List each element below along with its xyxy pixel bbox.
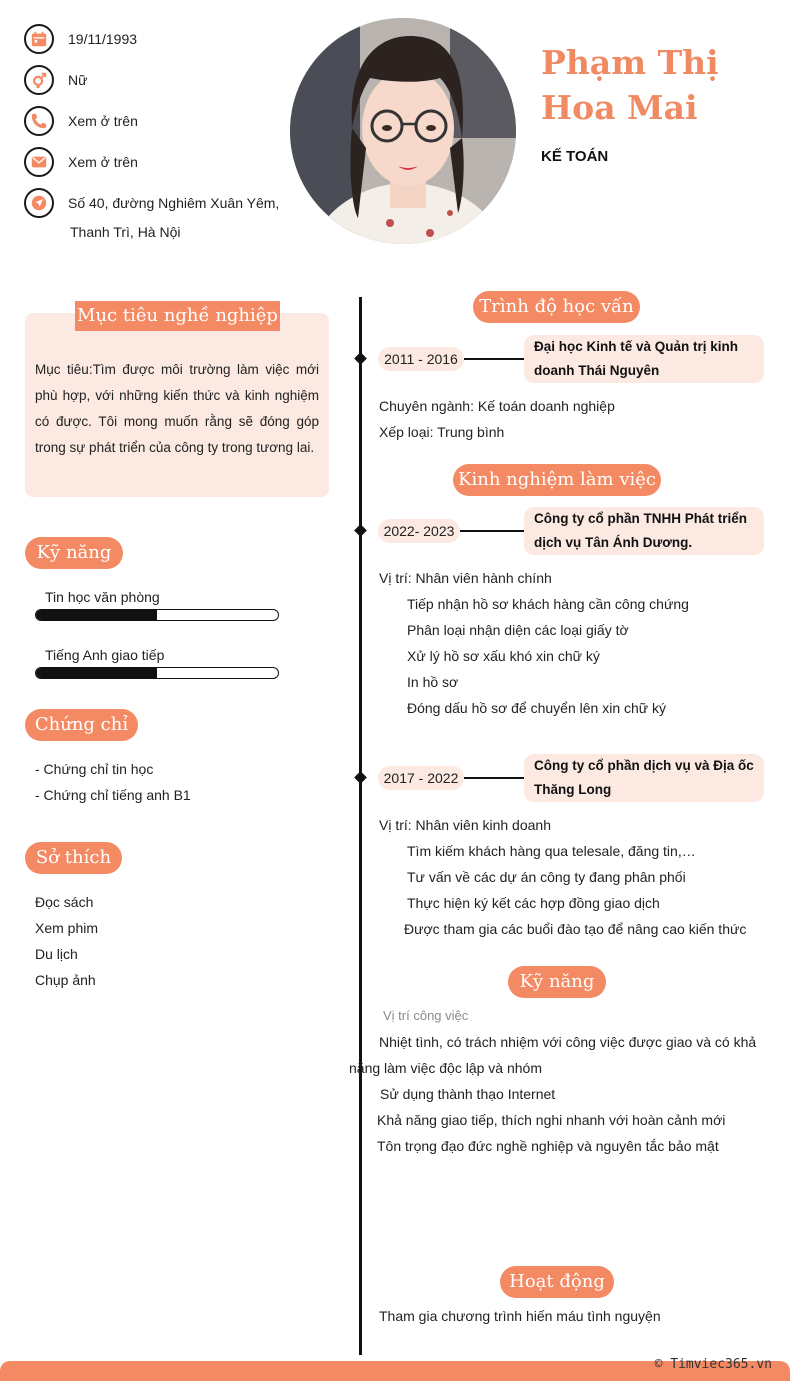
calendar-icon <box>24 24 54 54</box>
contact-address <box>24 186 279 220</box>
activity-item: Tham gia chương trình hiến máu tình nguyện <box>379 1308 661 1324</box>
skill-bar-1-fill <box>36 610 157 620</box>
skills-heading: Kỹ năng <box>25 537 123 569</box>
skill-label-1: Tin học văn phòng <box>45 589 160 605</box>
timeline-dot <box>354 524 367 537</box>
profile-title: KẾ TOÁN <box>541 148 609 165</box>
skills-right-subheading: Vị trí công việc <box>383 1008 469 1023</box>
hobbies-heading: Sở thích <box>25 842 122 874</box>
objective-heading: Mục tiêu nghề nghiệp <box>75 301 280 331</box>
location-icon <box>24 188 54 218</box>
certificate-item: - Chứng chỉ tiếng anh B1 <box>35 787 191 803</box>
hobby-item: Du lịch <box>35 946 78 962</box>
contact-email <box>24 145 138 179</box>
education-period: 2011 - 2016 <box>378 347 464 371</box>
skill-item: Nhiệt tình, có trách nhiệm với công việc được giao và có khả <box>379 1034 757 1050</box>
job-period: 2017 - 2022 <box>378 766 464 790</box>
job-task: Phân loại nhận diện các loại giấy tờ <box>407 622 629 638</box>
job-task: Tìm kiếm khách hàng qua telesale, đăng tin,… <box>407 843 696 859</box>
job-task: Tư vấn về các dự án công ty đang phân phối <box>407 869 686 885</box>
job-company: Công ty cổ phần dịch vụ và Địa ốc Thăng Long <box>524 754 764 802</box>
contact-gender <box>24 63 87 97</box>
education-heading: Trình độ học vấn <box>473 291 640 323</box>
timeline-line <box>359 297 362 1355</box>
skill-bar-2 <box>35 667 279 679</box>
job-task: Đóng dấu hồ sơ để chuyển lên xin chữ ký <box>407 700 667 716</box>
connector-line <box>464 358 524 360</box>
job-task: Xử lý hồ sơ xấu khó xin chữ ký <box>407 648 600 664</box>
hobby-item: Xem phim <box>35 920 99 936</box>
job-task: Thực hiện ký kết các hợp đồng giao dịch <box>407 895 660 911</box>
copyright-text: © Timviec365.vn <box>654 1357 772 1372</box>
job-task: Được tham gia các buổi đào tạo để nâng cao kiến thức <box>404 921 747 937</box>
job-task: In hồ sơ <box>407 674 459 690</box>
gender-icon <box>24 65 54 95</box>
certificate-item: - Chứng chỉ tin học <box>35 761 154 777</box>
phone-icon <box>24 106 54 136</box>
hobby-item: Đọc sách <box>35 894 94 910</box>
gender-text: Nữ <box>68 72 88 88</box>
job-task: Tiếp nhận hồ sơ khách hàng cần công chứng <box>407 596 689 612</box>
contact-birthday <box>24 22 137 56</box>
skill-bar-2-fill <box>36 668 157 678</box>
skills-right-heading: Kỹ năng <box>508 966 606 998</box>
email-text: Xem ở trên <box>68 154 138 170</box>
education-school: Đại học Kinh tế và Quản trị kinh doanh Thái Nguyên <box>524 335 764 383</box>
skill-item: Khả năng giao tiếp, thích nghi nhanh với hoàn cảnh mới <box>377 1112 726 1128</box>
skill-item: Tôn trọng đạo đức nghề nghiệp và nguyên tắc bảo mật <box>377 1138 719 1154</box>
objective-text: Mục tiêu:Tìm được môi trường làm việc mới phù hợp, với những kiến thức và kinh nghiệm có được. Tôi mong muốn rằng sẽ đóng góp trong sự phát triển của công ty trong tương lai. <box>35 362 319 455</box>
job-position: Vị trí: Nhân viên hành chính <box>379 570 552 586</box>
birthday-text: 19/11/1993 <box>68 31 138 47</box>
certificates-heading: Chứng chỉ <box>25 709 138 741</box>
education-grade: Xếp loại: Trung bình <box>379 424 505 440</box>
timeline-dot <box>354 771 367 784</box>
profile-photo <box>290 18 516 244</box>
job-company: Công ty cổ phần TNHH Phát triển dịch vụ Tân Ánh Dương. <box>524 507 764 555</box>
profile-name: Phạm Thị Hoa Mai <box>541 43 719 127</box>
job-period: 2022- 2023 <box>378 519 460 543</box>
skill-item-cont: năng làm việc độc lập và nhóm <box>349 1060 542 1076</box>
phone-text: Xem ở trên <box>68 113 138 129</box>
job-position: Vị trí: Nhân viên kinh doanh <box>379 817 551 833</box>
address-line2: Thanh Trì, Hà Nội <box>70 224 181 240</box>
hobby-item: Chụp ảnh <box>35 972 96 988</box>
education-major: Chuyên ngành: Kế toán doanh nghiệp <box>379 398 615 414</box>
activities-heading: Hoạt động <box>500 1266 614 1298</box>
address-line1: Số 40, đường Nghiêm Xuân Yêm, <box>68 195 280 211</box>
connector-line <box>464 777 524 779</box>
experience-heading: Kinh nghiệm làm việc <box>453 464 661 496</box>
skill-item: Sử dụng thành thạo Internet <box>380 1086 556 1102</box>
connector-line <box>460 530 524 532</box>
mail-icon <box>24 147 54 177</box>
contact-phone <box>24 104 138 138</box>
skill-bar-1 <box>35 609 279 621</box>
timeline-dot <box>354 352 367 365</box>
skill-label-2: Tiếng Anh giao tiếp <box>45 647 165 663</box>
